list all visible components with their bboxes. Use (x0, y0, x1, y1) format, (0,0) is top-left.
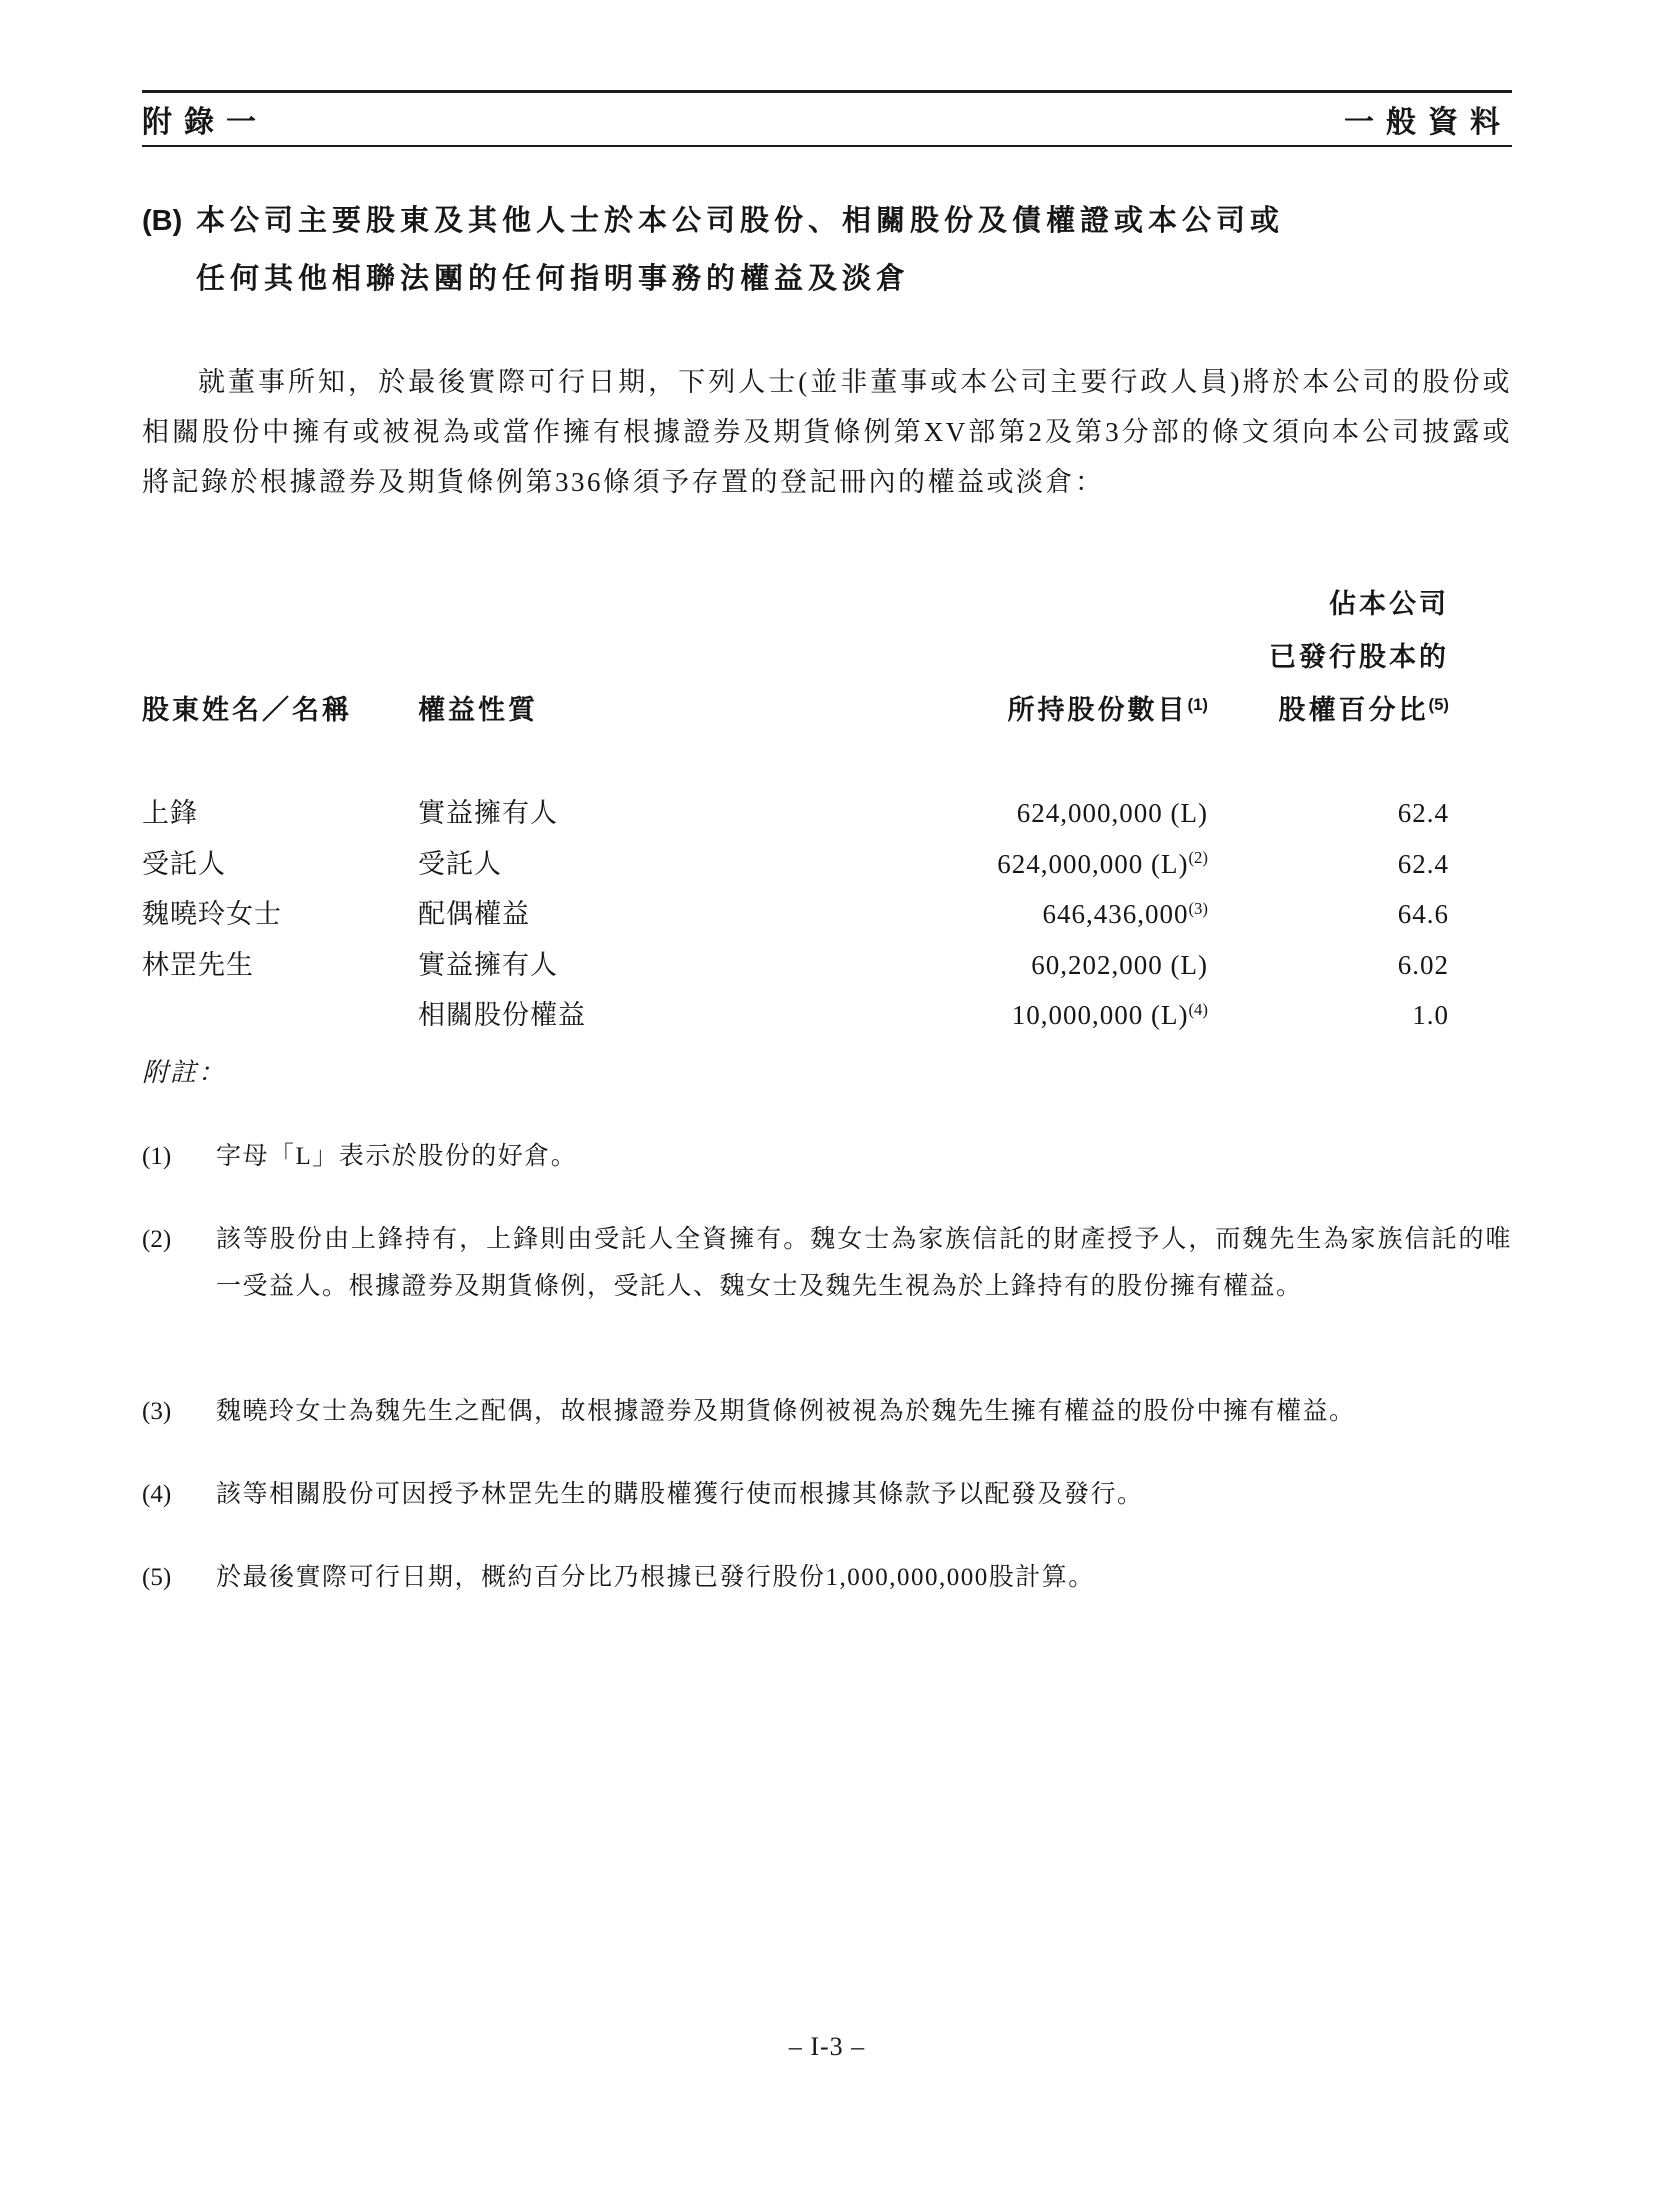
lead-paragraph: 就董事所知，於最後實際可行日期，下列人士(並非董事或本公司主要行政人員)將於本公司的股份或相關股份中擁有或被視為或當作擁有根據證券及期貨條例第XV部第2及第3分部的條文須向本公司披露或將記錄於根據證券及期貨條例第336條須予存置的登記冊內的權益或淡倉： (142, 367, 1512, 497)
column-header-shares: 所持股份數目$^{(1)}$ (1007, 694, 1208, 725)
note-item-4 (142, 1471, 1512, 1518)
note-text: 該等股份由上鋒持有，上鋒則由受託人全資擁有。魏女士為家族信託的財產授予人，而魏先生為家族信託的唯一受益人。根據證券及期貨條例，受託人、魏女士及魏先生視為於上鋒持有的股份擁有權益。 (216, 1226, 1512, 1300)
table-row (142, 891, 1449, 942)
cell-interest-nature: 配偶權益 (418, 899, 530, 929)
running-header (142, 90, 1512, 147)
note-number: (4) (142, 1481, 172, 1508)
cell-shareholder-name (142, 992, 418, 1043)
cell-shareholder-name: 受託人 (142, 848, 226, 879)
cell-percentage: 62.4 (1397, 848, 1449, 879)
column-header-nature: 權益性質 (418, 695, 538, 725)
header-appendix-label: 附錄一 (142, 106, 268, 139)
section-b-heading (142, 192, 1512, 308)
notes-label: 附註： (142, 1058, 227, 1087)
shareholders-table (142, 578, 1449, 1043)
cell-percentage: 6.02 (1397, 949, 1449, 980)
table-row (142, 942, 1449, 993)
note-item-3 (142, 1388, 1512, 1435)
note-text: 魏曉玲女士為魏先生之配偶，故根據證券及期貨條例被視為於魏先生擁有權益的股份中擁有權益。 (216, 1398, 1356, 1425)
note-number: (1) (142, 1143, 172, 1170)
section-b-label: (B) (142, 205, 183, 237)
section-b-title-line2: 任何其他相聯法團的任何指明事務的權益及淡倉 (196, 263, 911, 295)
note-text: 字母「L」表示於股份的好倉。 (216, 1143, 578, 1170)
note-text: 於最後實際可行日期，概約百分比乃根據已發行股份1,000,000,000股計算。 (216, 1564, 1095, 1591)
cell-shares-held: 10,000,000 $(L)^{(4)}$ (1011, 999, 1208, 1030)
cell-interest-nature: 實益擁有人 (418, 798, 558, 828)
note-number: (2) (142, 1226, 172, 1253)
table-row (142, 790, 1449, 841)
note-number: (5) (142, 1564, 172, 1591)
cell-shareholder-name: 上鋒 (142, 798, 198, 828)
cell-interest-nature: 受託人 (418, 848, 502, 879)
cell-percentage: 1.0 (1412, 1000, 1449, 1030)
section-b-title (196, 192, 1512, 308)
cell-percentage: 62.4 (1397, 798, 1449, 828)
table-preheader-row1 (142, 578, 1449, 631)
cell-shareholder-name: 林罡先生 (142, 949, 254, 980)
note-text: 該等相關股份可因授予林罡先生的購股權獲行使而根據其條款予以配發及發行。 (216, 1481, 1144, 1508)
note-item-1 (142, 1133, 1512, 1180)
table-header-row (142, 684, 1449, 740)
header-section-label: 一般資料 (1344, 106, 1512, 139)
percentage-header-footnote: (5) (1428, 694, 1449, 714)
note-item-5 (142, 1554, 1512, 1601)
cell-shareholder-name: 魏曉玲女士 (142, 899, 282, 929)
cell-interest-nature: 實益擁有人 (418, 949, 558, 980)
table-preheader-row2 (142, 631, 1449, 684)
preheader-line2: 已發行股本的 (1269, 642, 1449, 672)
note-item-2 (142, 1216, 1512, 1310)
cell-interest-nature: 相關股份權益 (418, 1000, 586, 1030)
cell-shares-held: 646,436,000$^{(3)}$ (1042, 898, 1208, 929)
page-number: – I-3 – (788, 2032, 866, 2061)
table-row (142, 841, 1449, 892)
shares-header-footnote: (1) (1187, 694, 1208, 714)
cell-percentage: 64.6 (1397, 899, 1449, 929)
note-number: (3) (142, 1398, 172, 1425)
table-row (142, 992, 1449, 1043)
cell-shares-held: 60,202,000 (L) (1031, 949, 1208, 980)
preheader-line1: 佔本公司 (1329, 589, 1449, 619)
cell-shares-held: 624,000,000 (L) (1016, 798, 1208, 828)
section-b-title-line1: 本公司主要股東及其他人士於本公司股份、相關股份及債權證或本公司或 (196, 205, 1285, 237)
cell-shares-held: 624,000,000 $(L)^{(2)}$ (997, 848, 1208, 879)
column-header-percentage: 股權百分比$^{(5)}$ (1278, 694, 1449, 725)
column-header-name: 股東姓名／名稱 (142, 695, 352, 725)
